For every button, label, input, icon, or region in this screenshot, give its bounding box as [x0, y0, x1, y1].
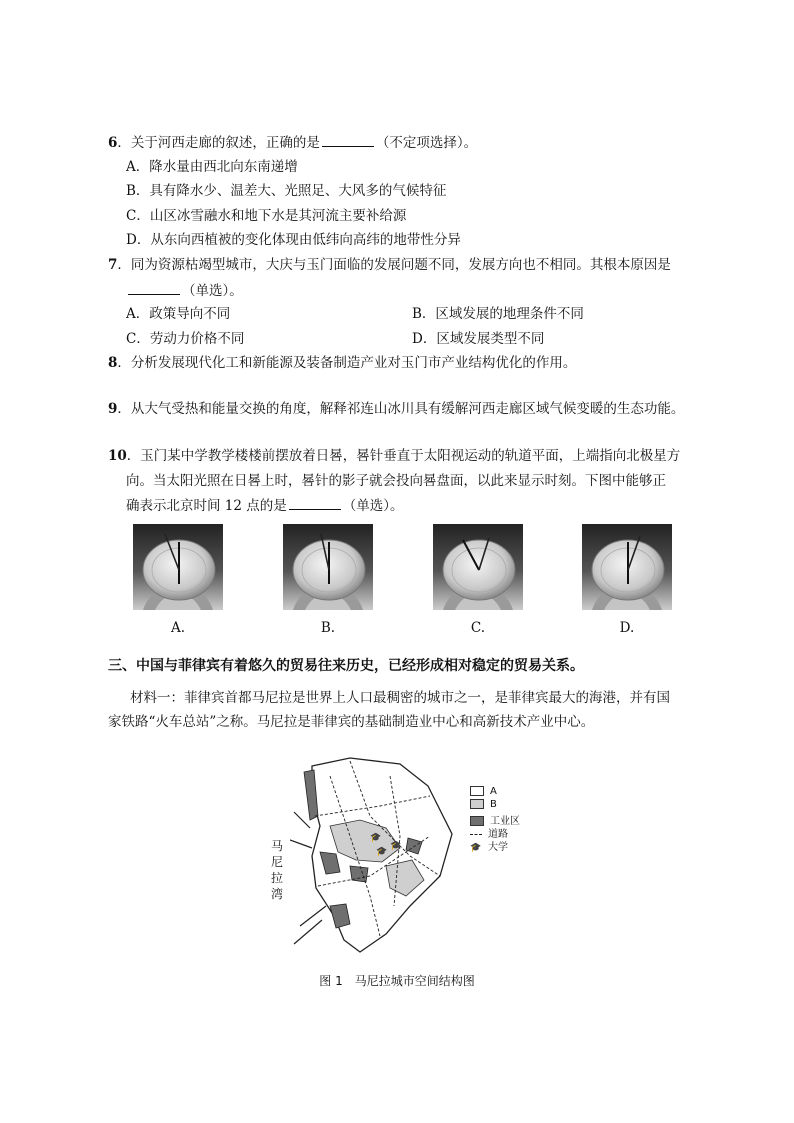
sundial-illustration — [582, 524, 672, 610]
q6-answer-blank[interactable] — [322, 132, 374, 147]
sundial-illustration — [133, 524, 223, 610]
q7-answer-blank[interactable] — [128, 280, 180, 295]
q10-stem-text-3b: （单选）。 — [342, 498, 404, 514]
q6-option-c: C．山区冰雪融水和地下水是其河流主要补给源 — [126, 208, 407, 224]
q6-option-b: B．具有降水少、温差大、光照足、大风多的气候特征 — [126, 183, 447, 199]
svg-text:🎓: 🎓 — [370, 833, 382, 843]
q6-stem-text: ．关于河西走廊的叙述，正确的是 — [117, 135, 320, 151]
q9-number: 9 — [108, 401, 118, 417]
legend-industrial: 工业区 — [470, 812, 520, 827]
university-icon: 🎓 — [470, 843, 482, 853]
q7-stem-text: ．同为资源枯竭型城市，大庆与玉门面临的发展问题不同，发展方向也不相同。其根本原因是 — [117, 257, 671, 273]
q10-stem-line3 — [126, 495, 404, 516]
legend-a-swatch — [470, 786, 484, 796]
material-1-line1: 材料一：菲律宾首都马尼拉是世界上人口最稠密的城市之一，是菲律宾最大的海港，并有国 — [130, 690, 670, 706]
sundial-image-b[interactable] — [283, 524, 373, 610]
svg-text:🎓: 🎓 — [376, 847, 388, 857]
map-legend — [470, 786, 550, 856]
q7-option-d: D．区域发展类型不同 — [412, 331, 545, 347]
choice-label-b: B. — [320, 620, 336, 636]
q8-number: 8 — [108, 355, 118, 371]
q9-stem-text: ．从大气受热和能量交换的角度，解释祁连山冰川具有缓解河西走廊区域气候变暖的生态功能。 — [117, 401, 685, 417]
q7-stem-line2 — [126, 280, 243, 301]
q10-stem-line2: 向。当太阳光照在日晷上时，晷针的影子就会投向晷盘面，以此来显示时刻。下图中能够正 — [126, 473, 666, 489]
manila-map-drawing — [290, 756, 460, 956]
sundial-illustration — [283, 524, 373, 610]
choice-label-d: D. — [619, 620, 635, 636]
legend-b-swatch — [470, 799, 484, 809]
q10-stem-text-3: 确表示北京时间 12 点的是 — [126, 498, 287, 514]
manila-map — [290, 756, 460, 956]
q10-stem-line1 — [108, 446, 680, 466]
q7-number: 7 — [108, 257, 118, 273]
q9-stem — [108, 399, 684, 419]
q8-stem-text: ．分析发展现代化工和新能源及装备制造产业对玉门市产业结构优化的作用。 — [117, 355, 577, 371]
sundial-image-c[interactable] — [433, 524, 523, 610]
material-1-line2: 家铁路“火车总站”之称。马尼拉是菲律宾的基础制造业中心和高新技术产业中心。 — [108, 714, 595, 730]
legend-university: 🎓 大学 — [470, 842, 508, 853]
q6-number: 6 — [108, 135, 118, 151]
choice-label-c: C. — [470, 620, 486, 636]
q7-stem — [108, 255, 671, 275]
q10-stem-text-1: ．玉门某中学教学楼楼前摆放着日晷，晷针垂直于太阳视运动的轨道平面，上端指向北极星方 — [126, 448, 681, 464]
q6-stem — [108, 132, 477, 153]
q7-option-b: B．区域发展的地理条件不同 — [412, 306, 584, 322]
bay-char: 湾 — [270, 887, 283, 901]
sundial-image-a[interactable] — [133, 524, 223, 610]
legend-b: B — [470, 799, 497, 810]
choice-label-a: A. — [170, 620, 186, 636]
q10-number: 10 — [108, 448, 127, 464]
q7-stem-text-b: （单选）。 — [182, 283, 243, 299]
q10-answer-blank[interactable] — [289, 495, 341, 510]
q7-option-c: C．劳动力价格不同 — [126, 331, 245, 347]
bay-char: 马 — [270, 839, 283, 853]
q8-stem — [108, 353, 576, 373]
legend-a: A — [470, 786, 497, 797]
legend-road-swatch — [470, 834, 482, 835]
sundial-image-d[interactable] — [582, 524, 672, 610]
figure-caption: 图 1 马尼拉城市空间结构图 — [319, 974, 475, 988]
q6-option-a: A．降水量由西北向东南递增 — [126, 159, 298, 175]
svg-text:🎓: 🎓 — [390, 841, 402, 851]
legend-road: 道路 — [470, 825, 508, 840]
sundial-illustration — [433, 524, 523, 610]
q6-option-d: D．从东向西植被的变化体现由低纬向高纬的地带性分异 — [126, 232, 461, 248]
q7-option-a: A．政策导向不同 — [126, 306, 231, 322]
bay-char: 拉 — [270, 871, 283, 885]
section-3-heading: 三、中国与菲律宾有着悠久的贸易往来历史，已经形成相对稳定的贸易关系。 — [108, 658, 584, 674]
q6-stem-text-b: （不定项选择）。 — [375, 135, 478, 151]
map-bay-label — [270, 838, 284, 902]
bay-char: 尼 — [270, 855, 283, 869]
